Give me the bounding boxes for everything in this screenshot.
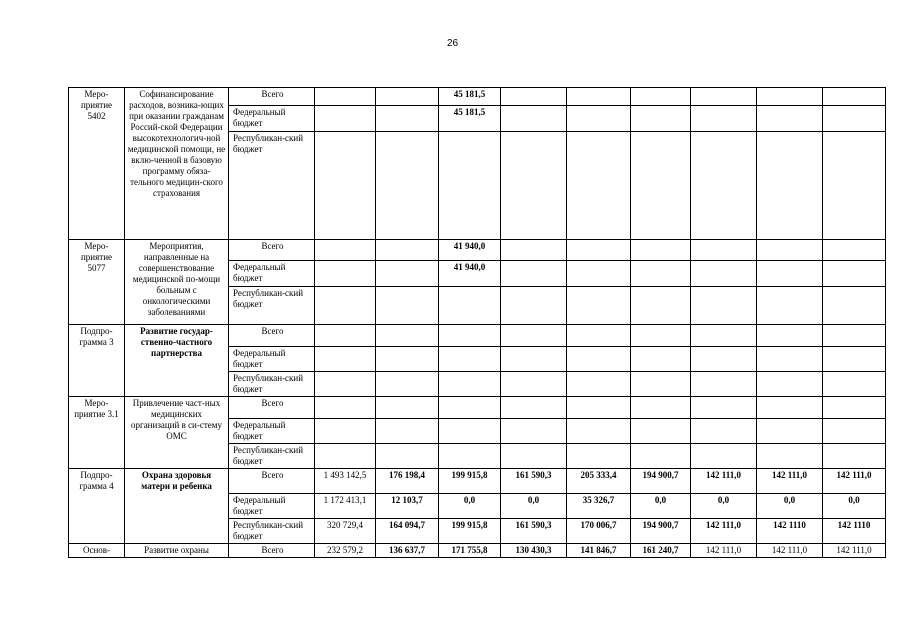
value-cell: 142 111,0	[691, 544, 757, 558]
source-total: Всего	[229, 397, 315, 419]
source-federal: Федеральный бюджет	[229, 419, 315, 444]
value-cell: 142 111,0	[691, 469, 757, 494]
page-number: 26	[446, 38, 459, 49]
value-cell: 194 900,7	[631, 469, 691, 494]
value-cell: 45 181,5	[439, 88, 501, 106]
row-name: Развитие охраны	[125, 544, 229, 558]
table-row	[69, 469, 886, 494]
value-cell: 12 103,7	[376, 494, 439, 519]
value-cell: 0,0	[439, 494, 501, 519]
value-cell: 170 006,7	[567, 519, 631, 544]
value-cell: 142 1110	[757, 519, 823, 544]
value-cell: 0,0	[823, 494, 886, 519]
value-cell: 199 915,8	[439, 469, 501, 494]
value-cell: 45 181,5	[439, 106, 501, 132]
source-federal: Федеральный бюджет	[229, 106, 315, 132]
value-cell: 142 111,0	[757, 544, 823, 558]
value-cell: 142 1110	[823, 519, 886, 544]
value-cell: 142 111,0	[691, 519, 757, 544]
row-code: Подпро-грамма 3	[69, 325, 125, 397]
value-cell: 320 729,4	[315, 519, 376, 544]
table-row	[69, 397, 886, 419]
value-cell: 164 094,7	[376, 519, 439, 544]
table-row	[69, 544, 886, 558]
value-cell: 0,0	[501, 494, 567, 519]
value-cell: 205 333,4	[567, 469, 631, 494]
value-cell: 130 430,3	[501, 544, 567, 558]
value-cell: 142 111,0	[823, 544, 886, 558]
value-cell: 161 590,3	[501, 519, 567, 544]
source-federal: Федеральный бюджет	[229, 261, 315, 287]
value-cell: 0,0	[691, 494, 757, 519]
value-cell: 41 940,0	[439, 261, 501, 287]
row-name: Охрана здоровья матери и ребенка	[125, 469, 229, 544]
value-cell: 194 900,7	[631, 519, 691, 544]
budget-table	[68, 87, 886, 558]
value-cell: 142 111,0	[823, 469, 886, 494]
source-republic: Республикан-ский бюджет	[229, 444, 315, 469]
value-cell: 0,0	[757, 494, 823, 519]
value-cell: 136 637,7	[376, 544, 439, 558]
table-row	[69, 88, 886, 106]
value-cell: 41 940,0	[439, 240, 501, 261]
value-cell: 35 326,7	[567, 494, 631, 519]
row-name: Мероприятия, направленные на совершенствование медицинской по-мощи больным с онкологическими заболеваниями	[125, 240, 229, 325]
source-total: Всего	[229, 88, 315, 106]
value-cell: 142 111,0	[757, 469, 823, 494]
source-total: Всего	[229, 240, 315, 261]
source-federal: Федеральный бюджет	[229, 494, 315, 519]
source-republic: Республикан-ский бюджет	[229, 372, 315, 397]
row-code: Меро-приятие 5402	[69, 88, 125, 240]
value-cell: 161 590,3	[501, 469, 567, 494]
source-federal: Федеральный бюджет	[229, 347, 315, 372]
table-row	[69, 240, 886, 261]
row-code: Меро-приятие 5077	[69, 240, 125, 325]
source-republic: Республикан-ский бюджет	[229, 519, 315, 544]
table-row	[69, 325, 886, 347]
row-code: Основ-	[69, 544, 125, 558]
row-code: Подпро-грамма 4	[69, 469, 125, 544]
row-name: Софинансирование расходов, возника-ющих при оказании гражданам Россий-ской Федерации высокотехнологич-ной медицинской помощи, не вклю-ченной в базовую программу обяза-тельного медицин-ского страхования	[125, 88, 229, 240]
source-total: Всего	[229, 469, 315, 494]
row-name: Привлечение част-ных медицинских организаций в си-стему ОМС	[125, 397, 229, 469]
value-cell: 199 915,8	[439, 519, 501, 544]
value-cell: 171 755,8	[439, 544, 501, 558]
value-cell: 176 198,4	[376, 469, 439, 494]
value-cell: 232 579,2	[315, 544, 376, 558]
row-name: Развитие государ-ственно-частного партнерства	[125, 325, 229, 397]
source-republic: Республикан-ский бюджет	[229, 132, 315, 240]
value-cell: 161 240,7	[631, 544, 691, 558]
value-cell: 141 846,7	[567, 544, 631, 558]
value-cell: 1 172 413,1	[315, 494, 376, 519]
source-total: Всего	[229, 544, 315, 558]
source-total: Всего	[229, 325, 315, 347]
value-cell: 0,0	[631, 494, 691, 519]
row-code: Меро-приятие 3.1	[69, 397, 125, 469]
value-cell: 1 493 142,5	[315, 469, 376, 494]
source-republic: Республикан-ский бюджет	[229, 287, 315, 325]
